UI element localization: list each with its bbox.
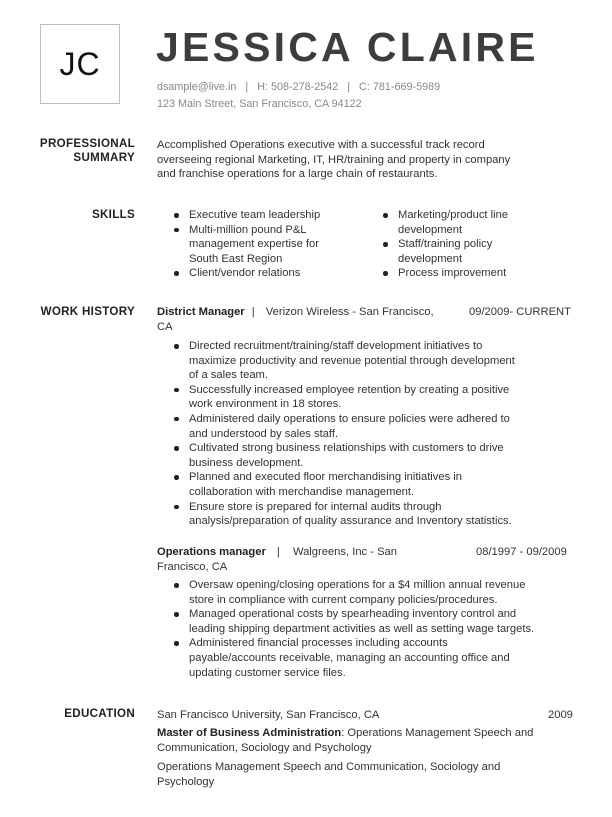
degree-title: Master of Business Administration — [157, 727, 342, 739]
skills-list-right — [398, 208, 508, 281]
label-line: PROFESSIONAL — [39, 137, 135, 150]
school: San Francisco University, San Francisco, CA — [157, 709, 380, 721]
education-year: 2009 — [548, 709, 573, 721]
skill-item: Process improvement — [398, 267, 507, 280]
education-extra-line: Psychology — [157, 776, 215, 788]
summary-line: overseeing regional Marketing, IT, HR/training and property in company — [157, 153, 511, 166]
skill-item: Client/vendor relations — [189, 266, 320, 281]
job-bullet: Ensure store is prepared for internal audits through analysis/preparation of quality assurance and Inventory statistics. — [189, 500, 515, 529]
email: dsample@live.in — [157, 81, 237, 93]
summary-line: Accomplished Operations executive with a successful track record — [157, 139, 485, 151]
job-header — [157, 545, 397, 575]
summary-text — [157, 138, 510, 182]
cell-phone: C: 781-669-5989 — [359, 81, 441, 93]
address: 123 Main Street, San Francisco, CA 94122 — [157, 98, 362, 110]
separator: | — [347, 81, 351, 93]
job-bullet: Successfully increased employee retention by creating a positive work environment in 18 stores. — [189, 383, 515, 412]
contact-block — [157, 79, 440, 113]
job-bullet: Oversaw opening/closing operations for a $4 million annual revenue store in compliance with current company policies/procedures. — [189, 578, 534, 607]
degree-detail: : Operations Management Speech and — [341, 727, 534, 739]
job-company: Walgreens, Inc - San — [292, 546, 397, 558]
job-dates: 08/1997 - 09/2009 — [476, 546, 567, 558]
skills-list-left — [189, 208, 320, 281]
monogram-box: JC — [40, 24, 120, 104]
education-extra — [157, 760, 533, 790]
job-company-cont: Francisco, CA — [157, 561, 228, 573]
job-bullets — [189, 578, 534, 680]
section-label-summary — [20, 137, 135, 165]
job-header — [157, 305, 434, 335]
education-extra-line: Operations Management Speech and Communication, Sociology and — [157, 761, 501, 773]
job-dates: 09/2009- CURRENT — [469, 306, 571, 318]
job-bullets — [189, 339, 515, 529]
job-bullet: Administered financial processes including accounts payable/accounts receivable, managing an accounting office and updating customer service files. — [189, 636, 534, 680]
contact-line — [157, 79, 440, 96]
separator: | — [276, 546, 280, 558]
section-label-education: EDUCATION — [64, 707, 135, 720]
job-bullet: Planned and executed floor merchandising initiatives in collaboration with merchandise management. — [189, 470, 515, 499]
job-company: Verizon Wireless - San Francisco, — [265, 306, 434, 318]
job-company-cont: CA — [157, 321, 173, 333]
education-entry — [157, 708, 533, 790]
separator: | — [251, 306, 255, 318]
job-bullet: Managed operational costs by spearheading inventory control and leading shipping department activities as well as setting wage targets. — [189, 608, 535, 635]
section-label-work-history: WORK HISTORY — [40, 305, 135, 318]
degree-detail-cont: Communication, Sociology and Psychology — [157, 742, 372, 754]
label-line: SUMMARY — [73, 151, 135, 164]
home-phone: H: 508-278-2542 — [257, 81, 339, 93]
separator: | — [245, 81, 249, 93]
skill-item: Marketing/product line development — [398, 209, 509, 236]
skill-item: Staff/training policy development — [398, 237, 508, 266]
candidate-name: JESSICA CLAIRE — [156, 24, 539, 70]
summary-line: and franchise operations for a large chain of restaurants. — [157, 168, 438, 181]
job-title: District Manager — [157, 306, 245, 318]
skill-item: Executive team leadership — [189, 209, 321, 221]
job-bullet: Cultivated strong business relationships with customers to drive business development. — [189, 441, 515, 470]
degree-line — [157, 726, 533, 741]
section-label-skills: SKILLS — [91, 208, 135, 221]
job-bullet: Directed recruitment/training/staff development initiatives to maximize productivity and revenue potential through development of a sales team. — [189, 340, 515, 382]
job-bullet: Administered daily operations to ensure policies were adhered to and understood by sales staff. — [189, 412, 515, 441]
skill-item: Multi-million pound P&L management expertise for South East Region — [189, 223, 319, 265]
job-title: Operations manager — [157, 546, 266, 558]
